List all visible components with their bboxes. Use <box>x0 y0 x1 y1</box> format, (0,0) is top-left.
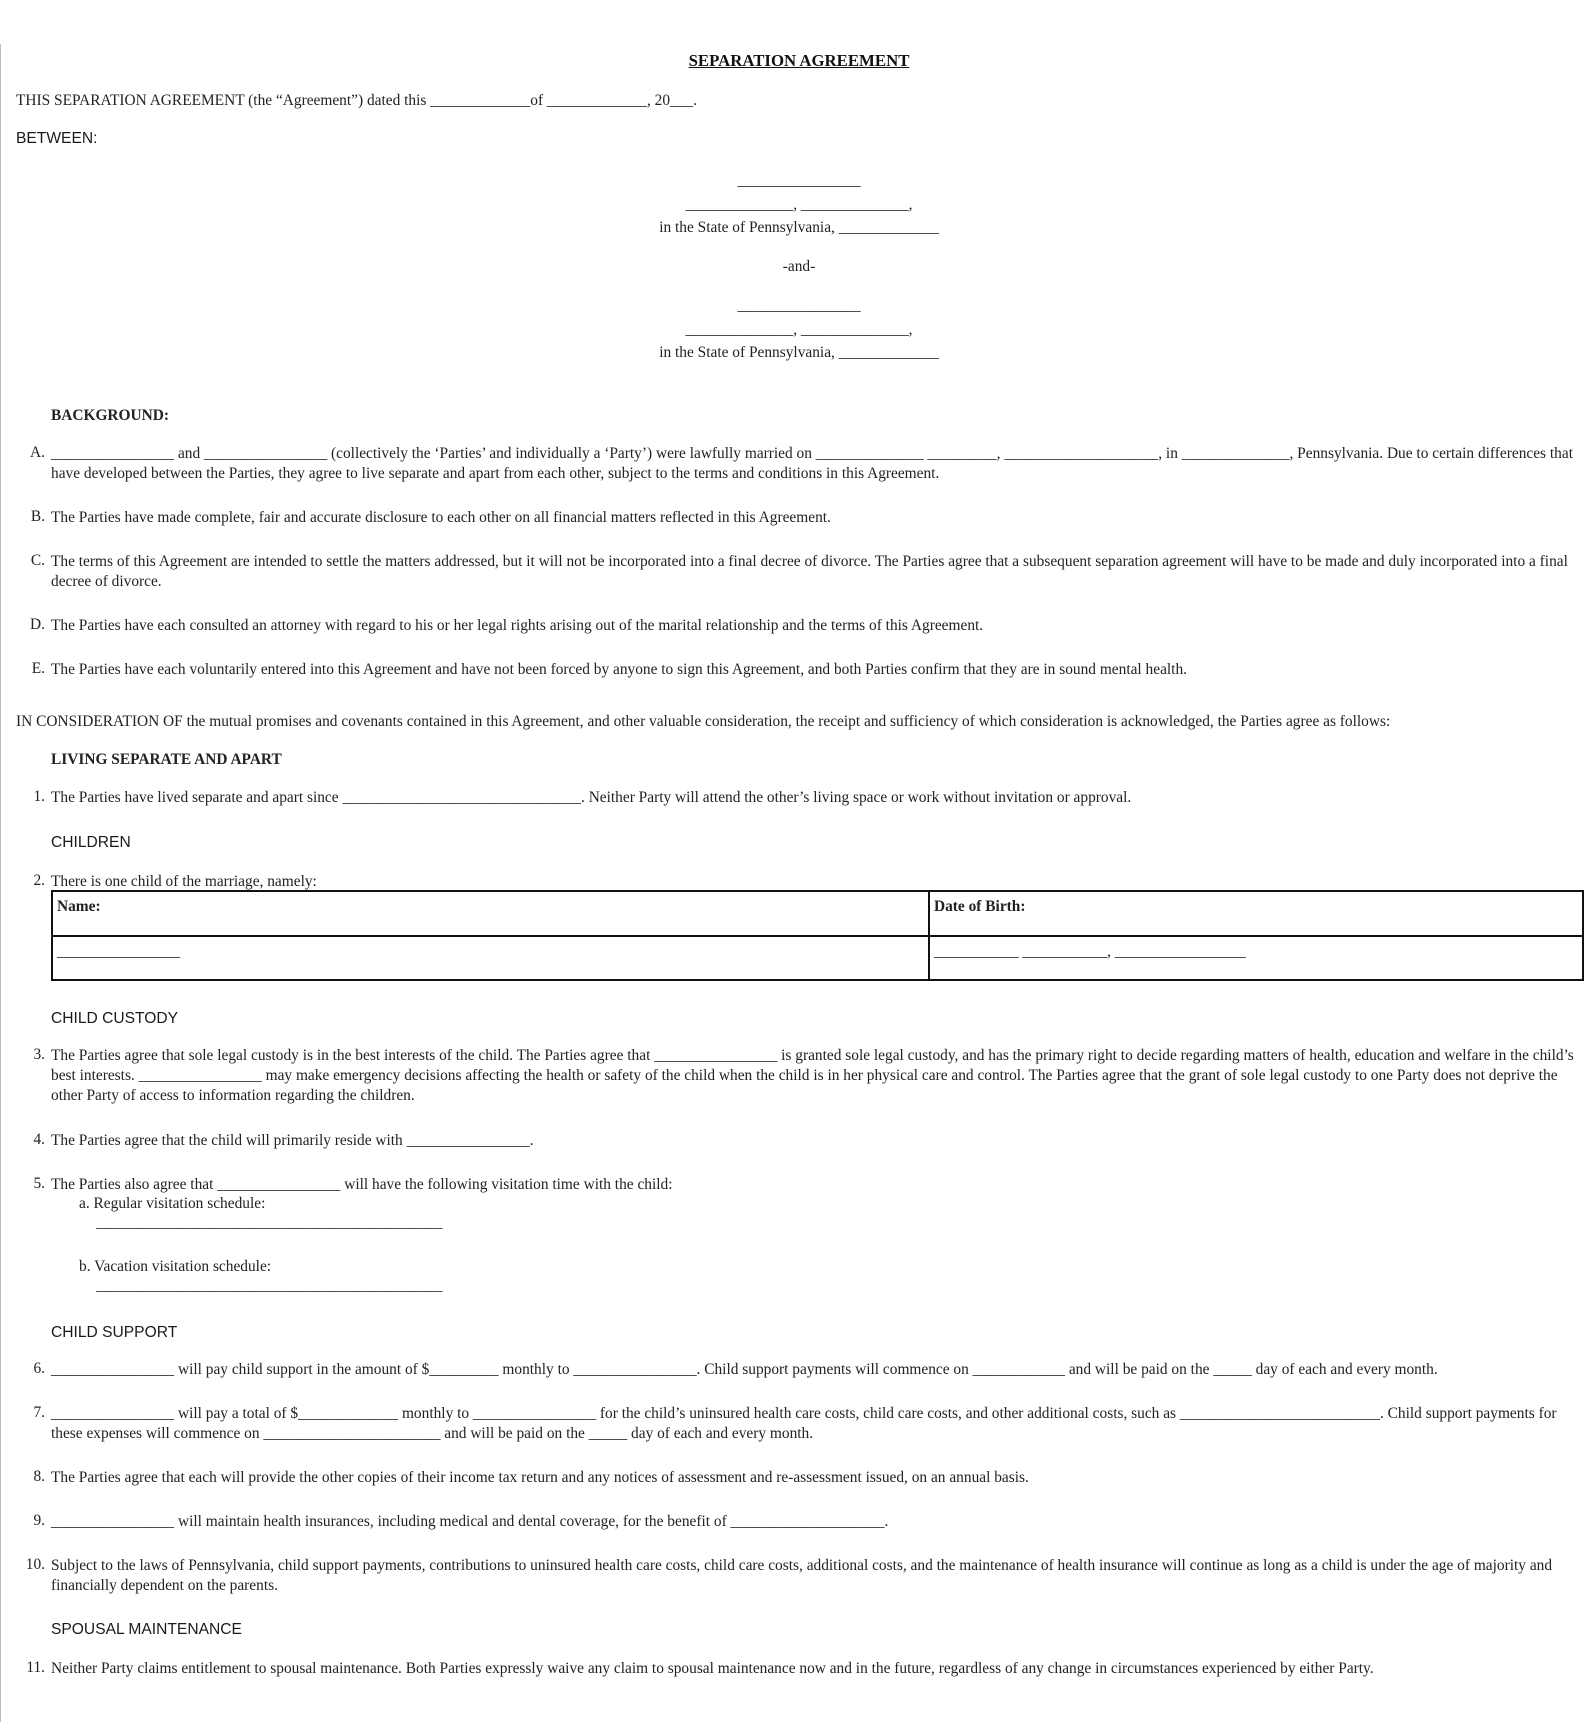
party2-city-blank: ______________, ______________, <box>685 321 913 338</box>
children-heading: CHILDREN <box>51 834 131 851</box>
item-11-number: 11. <box>26 1659 45 1676</box>
item-7-number: 7. <box>33 1404 45 1421</box>
child-name-cell: ________________ <box>52 936 929 981</box>
table-header-row <box>52 891 1583 936</box>
living-heading: LIVING SEPARATE AND APART <box>51 751 282 768</box>
custody-heading: CHILD CUSTODY <box>51 1010 179 1027</box>
spousal-heading: SPOUSAL MAINTENANCE <box>51 1621 242 1638</box>
child-dob-cell: ___________ ___________, _________________ <box>929 936 1583 981</box>
item-5a-blank: _____________________________________________ <box>96 1214 443 1231</box>
background-heading: BACKGROUND: <box>51 407 169 424</box>
page-left-border <box>0 44 1 1722</box>
item-5-number: 5. <box>33 1175 45 1192</box>
item-1: The Parties have lived separate and apart since _______________________________. Neither Party will attend the other’s living space or work without invitation or approval. <box>51 789 1132 806</box>
background-label-d: D. <box>30 616 45 633</box>
item-3-number: 3. <box>33 1046 45 1063</box>
item-9: ________________ will maintain health insurances, including medical and dental coverage, for the benefit of ____________________. <box>51 1513 889 1530</box>
table-header-dob: Date of Birth: <box>929 891 1583 936</box>
background-label-e: E. <box>31 660 45 677</box>
party1-name-blank: ________________ <box>737 172 861 189</box>
background-label-b: B. <box>30 508 45 525</box>
background-item-d: The Parties have each consulted an attorney with regard to his or her legal rights arising out of the marital relationship and the terms of this Agreement. <box>51 617 984 634</box>
background-item-e: The Parties have each voluntarily entered into this Agreement and have not been forced by anyone to sign this Agreement, and both Parties confirm that they are in sound mental health. <box>51 661 1188 678</box>
party2-state: in the State of Pennsylvania, _____________ <box>659 344 939 361</box>
document-title: SEPARATION AGREEMENT <box>688 51 910 70</box>
background-label-c: C. <box>30 552 45 569</box>
item-4: The Parties agree that the child will primarily reside with ________________. <box>51 1132 534 1149</box>
item-9-number: 9. <box>33 1512 45 1529</box>
background-item-a: ________________ and ________________ (collectively the ‘Parties’ and individually a ‘Party’) were lawfully married on ______________ _________, ____________________, in ______________, Pennsylvania. Due to certain differences that have developed between the Parties, they agree to live separate and apart from each other, subject to the terms and conditions in this Agreement. <box>51 445 1573 482</box>
item-4-number: 4. <box>33 1131 45 1148</box>
and-separator: -and- <box>782 258 816 275</box>
item-2-number: 2. <box>33 872 45 889</box>
party1-city-blank: ______________, ______________, <box>685 196 913 213</box>
item-5: The Parties also agree that ________________ will have the following visitation time with the child: <box>51 1176 673 1193</box>
item-8: The Parties agree that each will provide the other copies of their income tax return and any notices of assessment and re-assessment issued, on an annual basis. <box>51 1469 1029 1486</box>
party2-name-blank: ________________ <box>737 297 861 314</box>
item-1-number: 1. <box>33 788 45 805</box>
item-6-number: 6. <box>33 1360 45 1377</box>
consideration-clause: IN CONSIDERATION OF the mutual promises and covenants contained in this Agreement, and other valuable consideration, the receipt and sufficiency of which consideration is acknowledged, the Parties agree as follows: <box>16 713 1391 730</box>
table-row <box>52 936 1583 981</box>
item-10-number: 10. <box>25 1556 45 1573</box>
table-header-name: Name: <box>52 891 929 936</box>
background-item-b: The Parties have made complete, fair and accurate disclosure to each other on all financial matters reflected in this Agreement. <box>51 509 831 526</box>
item-11: Neither Party claims entitlement to spousal maintenance. Both Parties expressly waive any claim to spousal maintenance now and in the future, regardless of any change in circumstances experienced by either Party. <box>51 1660 1374 1677</box>
background-label-a: A. <box>30 444 45 461</box>
item-6: ________________ will pay child support in the amount of $_________ monthly to ________________. Child support payments will commence on ____________ and will be paid on the _____ day of each and every month. <box>51 1361 1438 1378</box>
item-5a-label: a. Regular visitation schedule: <box>79 1195 266 1212</box>
background-item-c: The terms of this Agreement are intended to settle the matters addressed, but it will not be incorporated into a final decree of divorce. The Parties agree that a subsequent separation agreement will have to be made and duly incorporated into a final decree of divorce. <box>51 553 1568 590</box>
item-3: The Parties agree that sole legal custody is in the best interests of the child. The Parties agree that ________________ is granted sole legal custody, and has the primary right to decide regarding matters of health, education and welfare in the child’s best interests. ________________ may make emergency decisions affecting the health or safety of the child when the child is in her physical care and control. The Parties agree that the grant of sole legal custody to one Party does not deprive the other Party of access to information regarding the children. <box>51 1047 1574 1104</box>
between-label: BETWEEN: <box>16 130 98 147</box>
party1-state: in the State of Pennsylvania, _____________ <box>659 219 939 236</box>
item-8-number: 8. <box>33 1468 45 1485</box>
children-table <box>51 890 1584 981</box>
item-10: Subject to the laws of Pennsylvania, child support payments, contributions to uninsured health care costs, child care costs, additional costs, and the maintenance of health insurance will continue as long as a child is under the age of majority and financially dependent on the parents. <box>51 1557 1553 1594</box>
item-7: ________________ will pay a total of $_____________ monthly to ________________ for the child’s uninsured health care costs, child care costs, and other additional costs, such as __________________________. Child support payments for these expenses will commence on _______________________ and will be paid on the _____ day of each and every month. <box>51 1405 1557 1442</box>
agreement-intro: THIS SEPARATION AGREEMENT (the “Agreement”) dated this _____________of _____________, 20___. <box>16 92 697 109</box>
item-5b-label: b. Vacation visitation schedule: <box>79 1258 272 1275</box>
item-5b-blank: _____________________________________________ <box>96 1277 443 1294</box>
item-2: There is one child of the marriage, namely: <box>51 873 317 890</box>
support-heading: CHILD SUPPORT <box>51 1324 178 1341</box>
